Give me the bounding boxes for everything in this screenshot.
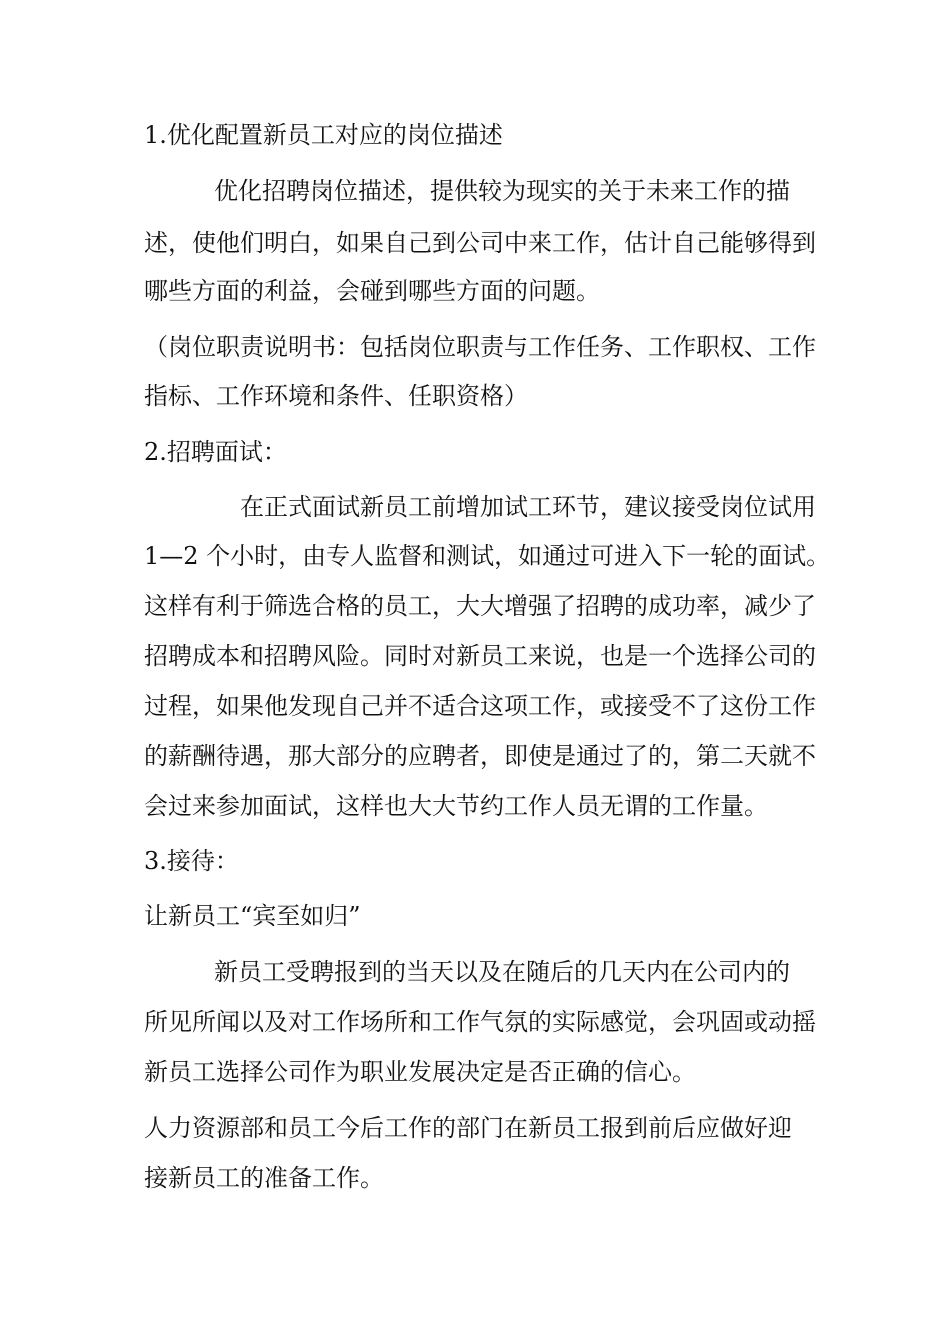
section-2-heading: 2.招聘面试： — [144, 438, 287, 466]
section-2-para-line-6: 的薪酬待遇，那大部分的应聘者，即使是通过了的，第二天就不 — [144, 742, 816, 770]
section-1-para-1-line-3: 哪些方面的利益，会碰到哪些方面的问题。 — [144, 277, 600, 305]
section-1-heading: 1.优化配置新员工对应的岗位描述 — [144, 121, 503, 149]
section-3-para-1-line-1: 新员工受聘报到的当天以及在随后的几天内在公司内的 — [214, 958, 790, 986]
section-2-para-line-4: 招聘成本和招聘风险。同时对新员工来说，也是一个选择公司的 — [144, 642, 816, 670]
section-2-para-line-1: 在正式面试新员工前增加试工环节，建议接受岗位试用 — [240, 493, 816, 521]
section-2-para-line-5: 过程，如果他发现自己并不适合这项工作，或接受不了这份工作 — [144, 692, 816, 720]
section-2-para-line-3: 这样有利于筛选合格的员工，大大增强了招聘的成功率，减少了 — [144, 592, 816, 620]
section-1-para-2-line-2: 指标、工作环境和条件、任职资格） — [144, 382, 528, 410]
section-1-para-2-line-1: （岗位职责说明书：包括岗位职责与工作任务、工作职权、工作 — [144, 333, 816, 361]
section-3-heading: 3.接待： — [144, 847, 239, 875]
section-2-para-line-7: 会过来参加面试，这样也大大节约工作人员无谓的工作量。 — [144, 792, 768, 820]
section-3-subheading: 让新员工“宾至如归” — [144, 902, 361, 930]
section-3-para-2-line-1: 人力资源部和员工今后工作的部门在新员工报到前后应做好迎 — [144, 1114, 792, 1142]
section-1-para-1-line-2: 述，使他们明白，如果自己到公司中来工作，估计自己能够得到 — [144, 229, 816, 257]
section-3-para-2-line-2: 接新员工的准备工作。 — [144, 1164, 384, 1192]
section-3-para-1-line-2: 所见所闻以及对工作场所和工作气氛的实际感觉，会巩固或动摇 — [144, 1008, 816, 1036]
section-2-para-line-2: 1—2 个小时，由专人监督和测试，如通过可进入下一轮的面试。 — [144, 542, 831, 570]
section-1-para-1-line-1: 优化招聘岗位描述，提供较为现实的关于未来工作的描 — [214, 177, 790, 205]
section-3-para-1-line-3: 新员工选择公司作为职业发展决定是否正确的信心。 — [144, 1058, 696, 1086]
